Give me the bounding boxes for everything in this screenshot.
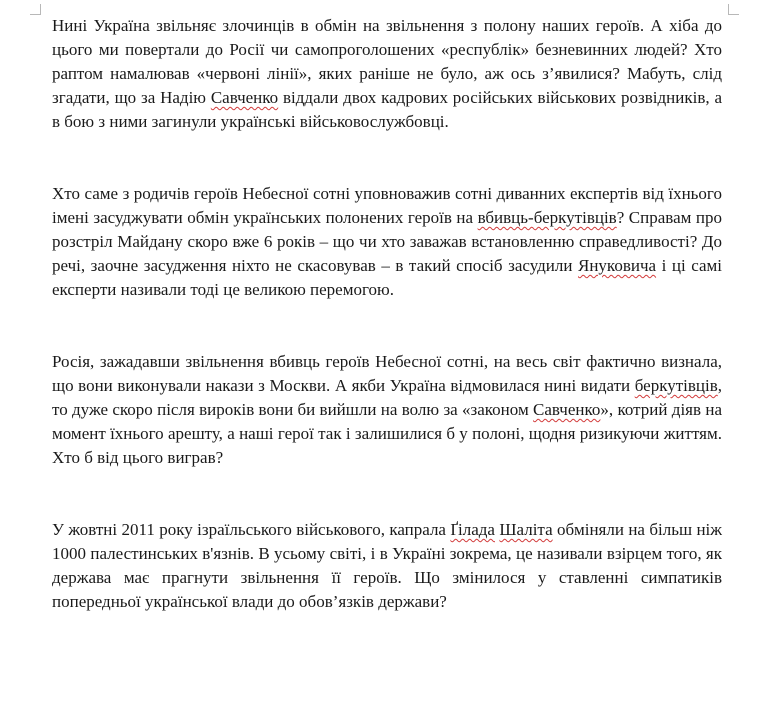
paragraph-1 [52,14,722,134]
text-segment: віддали двох кадрових російських військових розвідників, а в бою з ними загинули українські військовослужбовці. [52,88,722,131]
spellcheck-flagged-word: Шаліта [499,520,553,539]
document-body[interactable] [52,14,722,662]
paragraph-2 [52,182,722,302]
margin-corner-marker-left [30,4,41,15]
paragraph-3 [52,350,722,470]
spellcheck-flagged-word: Ґілада [450,520,495,539]
paragraph-4 [52,518,722,614]
spellcheck-flagged-word: беркутівців [634,376,718,395]
spellcheck-flagged-word: Савченко [533,400,601,419]
text-segment: У жовтні 2011 року ізраїльського військового, капрала [52,520,451,539]
spellcheck-flagged-word: Януковича [578,256,657,275]
spellcheck-flagged-word: вбивць-беркутівців [477,208,617,227]
text-segment: і ці самі експерти називали тоді це великою перемогою. [52,256,722,299]
text-segment: Хто саме з родичів героїв Небесної сотні уповноважив сотні диванних експертів від їхнього імені засуджувати обмін українських полонених героїв на [52,184,722,227]
spellcheck-flagged-word: Савченко [210,88,279,107]
margin-corner-marker-right [728,4,739,15]
text-segment: обміняли на більш ніж 1000 палестинських в'язнів. В усьому світі, і в Україні зокрема, це називали взірцем того, як держава має прагнути звільнення її героїв. Що змінилося у ставленні симпатиків попередньої української влади до обов’язків держави? [52,520,723,611]
text-segment: », котрий діяв на момент їхнього арешту, а наші герої так і залишилися б у полоні, щодня ризикуючи життям. Хто б від цього виграв? [52,400,722,467]
text-segment: ? Справам про розстріл Майдану скоро вже 6 років – що чи хто заважав встановленню справедливості? До речі, заочне засудження ніхто не скасовував – в такий спосіб засудили [52,208,723,275]
text-segment: , то дуже скоро після вироків вони би вийшли на волю за «законом [52,376,722,419]
text-segment: Росія, зажадавши звільнення вбивць героїв Небесної сотні, на весь світ фактично визнала, що вони виконували накази з Москви. А якби Україна відмовилася нині видати [52,352,722,395]
text-segment: Нині Україна звільняє злочинців в обмін на звільнення з полону наших героїв. А хіба до цього ми повертали до Росії чи самопроголошених «республік» безневинних людей? Хто раптом намалював «червоні лінії», яких раніше не було, аж ось з’явилися? Мабуть, слід згадати, що за Надію [52,16,722,107]
